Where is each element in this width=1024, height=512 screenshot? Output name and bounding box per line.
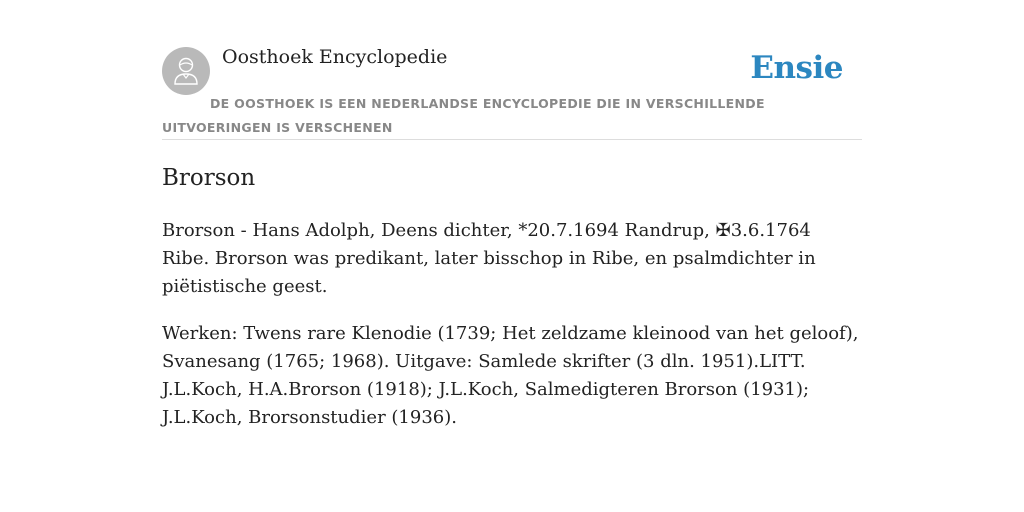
article-paragraph: Brorson - Hans Adolph, Deens dichter, *20.7.1694 Randrup, ✠3.6.1764 Ribe. Brorson was predikant, later bisschop in Ribe, en psalmdichter in piëtistische geest.: [162, 220, 816, 297]
site-name[interactable]: Oosthoek Encyclopedie: [222, 46, 448, 68]
brand-logo[interactable]: Ensie: [750, 50, 843, 86]
article: [162, 162, 862, 451]
site-description: DE OOSTHOEK IS EEN NEDERLANDSE ENCYCLOPEDIE DIE IN VERSCHILLENDE UITVOERINGEN IS VERSCHENEN: [162, 96, 765, 135]
user-icon: [173, 56, 199, 86]
page-title: Brorson: [162, 165, 256, 191]
site-header: [162, 40, 862, 140]
article-paragraph: Werken: Twens rare Klenodie (1739; Het zeldzame kleinood van het geloof), Svanesang (1765; 1968). Uitgave: Samlede skrifter (3 dln. 1951).LITT. J.L.Koch, H.A.Brorson (1918); J.L.Koch, Salmedigteren Brorson (1931); J.L.Koch, Brorsonstudier (1936).: [162, 323, 859, 428]
avatar[interactable]: [162, 47, 210, 95]
